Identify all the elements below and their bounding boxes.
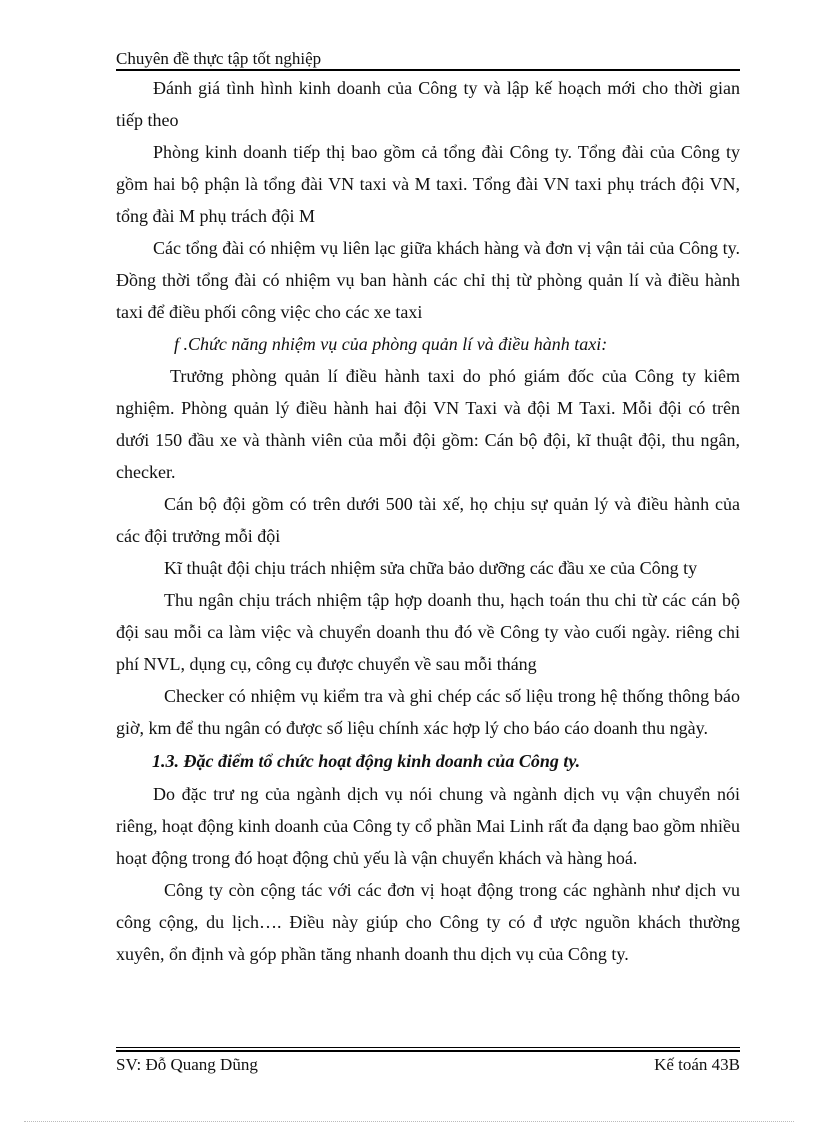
section-heading-f: f .Chức năng nhiệm vụ của phòng quản lí và điều hành taxi: — [174, 334, 608, 354]
document-body — [116, 72, 740, 970]
page-footer — [116, 1054, 740, 1076]
paragraph: Do đặc trư ng của ngành dịch vụ nói chung và ngành dịch vụ vận chuyển nói riêng, hoạt động kinh doanh của Công ty cổ phần Mai Linh rất đa dạng bao gồm nhiều hoạt động trong đó hoạt động chủ yếu là vận chuyển khách và hàng hoá. — [116, 784, 740, 868]
header-divider — [116, 69, 740, 71]
paragraph: Đánh giá tình hình kinh doanh của Công ty và lập kế hoạch mới cho thời gian tiếp theo — [116, 78, 740, 130]
paragraph: Trưởng phòng quản lí điều hành taxi do phó giám đốc của Công ty kiêm nghiệm. Phòng quản lý điều hành hai đội VN Taxi và đội M Taxi. Mỗi đội có trên dưới 150 đầu xe và thành viên của mỗi đội gồm: Cán bộ đội, kĩ thuật đội, thu ngân, checker. — [116, 366, 740, 482]
paragraph: Checker có nhiệm vụ kiểm tra và ghi chép các số liệu trong hệ thống thông báo giờ, km để thu ngân có được số liệu chính xác hợp lý cho báo cáo doanh thu ngày. — [116, 686, 740, 738]
paragraph: Thu ngân chịu trách nhiệm tập hợp doanh thu, hạch toán thu chi từ các cán bộ đội sau mỗi ca làm việc và chuyển doanh thu đó về Công ty vào cuối ngày. riêng chi phí NVL, dụng cụ, công cụ được chuyển về sau mỗi tháng — [116, 590, 740, 674]
footer-class: Kế toán 43B — [654, 1055, 740, 1074]
footer-divider — [116, 1050, 740, 1052]
page-header: Chuyên đề thực tập tốt nghiệp — [116, 49, 322, 68]
footer-divider — [116, 1047, 740, 1048]
paragraph: Các tổng đài có nhiệm vụ liên lạc giữa khách hàng và đơn vị vận tải của Công ty. Đồng thời tổng đài có nhiệm vụ ban hành các chỉ thị từ phòng quản lí và điều hành taxi để điều phối công việc cho các xe taxi — [116, 238, 740, 322]
paragraph: Công ty còn cộng tác với các đơn vị hoạt động trong các nghành như dịch vu công cộng, du lịch…. Điều này giúp cho Công ty có đ ược nguồn khách thường xuyên, ổn định và góp phần tăng nhanh doanh thu dịch vụ của Công ty. — [116, 880, 740, 964]
paragraph: Cán bộ đội gồm có trên dưới 500 tài xế, họ chịu sự quản lý và điều hành của các đội trưởng mỗi đội — [116, 494, 740, 546]
section-heading-1-3: 1.3. Đặc điểm tổ chức hoạt động kinh doanh của Công ty. — [152, 751, 581, 771]
paragraph: Phòng kinh doanh tiếp thị bao gồm cả tổng đài Công ty. Tổng đài của Công ty gồm hai bộ phận là tổng đài VN taxi và M taxi. Tổng đài VN taxi phụ trách đội VN, tổng đài M phụ trách đội M — [116, 142, 740, 226]
paragraph: Kĩ thuật đội chịu trách nhiệm sửa chữa bảo dưỡng các đầu xe của Công ty — [164, 558, 698, 578]
page-edge — [24, 1121, 794, 1122]
footer-student: SV: Đỗ Quang Dũng — [116, 1055, 258, 1074]
